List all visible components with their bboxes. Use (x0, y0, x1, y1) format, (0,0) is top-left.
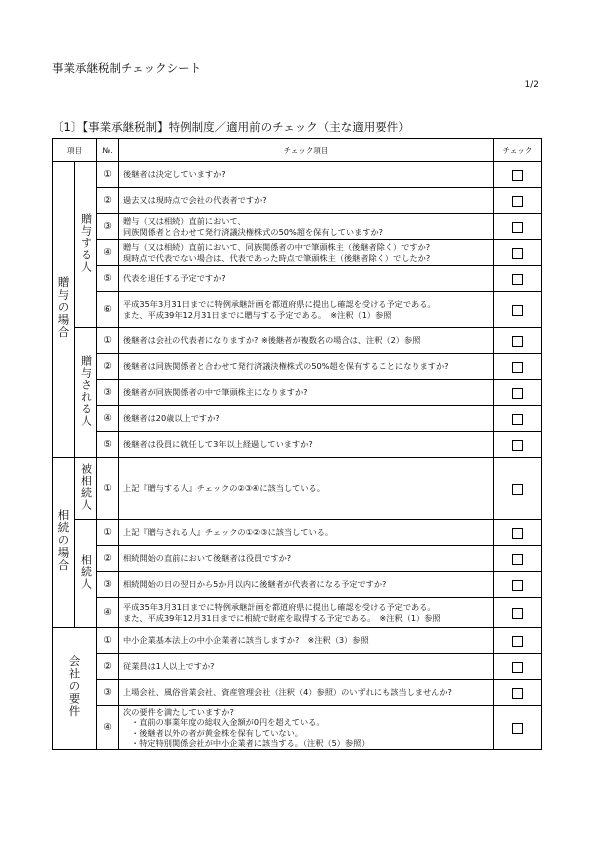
section-title: 〔1〕【事業承継税制】特例制度／適用前のチェック（主な適用要件） (52, 120, 410, 134)
check-item-line: 後継者は役員に就任して3年以上経過していますか? (123, 439, 313, 450)
header-item: 項目 (53, 139, 97, 162)
check-cell (494, 654, 542, 680)
check-item-text (119, 240, 494, 266)
checkbox[interactable] (512, 636, 523, 647)
check-item-line: 上場会社、風俗営業会社、資産管理会社（注釈（4）参照）のいずれにも該当しませんか? (123, 687, 452, 698)
row-number: ⑤ (97, 432, 119, 458)
check-item-line: 現時点で代表でない場合は、代表であった時点で筆頭株主（後継者除く）でしたか? (123, 252, 431, 263)
header-check: チェック (494, 139, 542, 162)
check-cell (494, 380, 542, 406)
table-row (53, 162, 542, 188)
row-number: ② (97, 354, 119, 380)
category-cell (53, 162, 75, 458)
check-item-text (119, 380, 494, 406)
row-number: ① (97, 328, 119, 354)
check-cell (494, 188, 542, 214)
table-row (53, 380, 542, 406)
row-number: ⑤ (97, 266, 119, 292)
table-header-row (53, 139, 542, 162)
table-row (53, 406, 542, 432)
checkbox[interactable] (512, 248, 523, 259)
row-number: ② (97, 188, 119, 214)
subcategory-cell (75, 162, 97, 328)
checkbox[interactable] (512, 362, 523, 373)
checkbox[interactable] (512, 170, 523, 181)
header-check-item: チェック項目 (119, 139, 494, 162)
row-number: ④ (97, 406, 119, 432)
table-row (53, 680, 542, 706)
check-item-text (119, 458, 494, 520)
check-item-text (119, 266, 494, 292)
checkbox[interactable] (512, 440, 523, 451)
check-item-line: 相続開始の直前において後継者は役員ですか? (123, 553, 292, 564)
table-row (53, 628, 542, 654)
checkbox[interactable] (512, 528, 523, 539)
check-cell (494, 706, 542, 750)
check-item-line: 後継者は20歳以上ですか? (123, 413, 220, 424)
check-cell (494, 214, 542, 240)
table-row (53, 458, 542, 520)
check-cell (494, 328, 542, 354)
row-number: ⑥ (97, 292, 119, 328)
checkbox[interactable] (512, 305, 523, 316)
checkbox[interactable] (512, 608, 523, 619)
table-row (53, 328, 542, 354)
check-item-text (119, 432, 494, 458)
check-item-line: 次の要件を満たしていますか? (123, 707, 234, 717)
checkbox[interactable] (512, 414, 523, 425)
table-row (53, 240, 542, 266)
table-row (53, 654, 542, 680)
check-item-line: 過去又は現時点で会社の代表者ですか? (123, 195, 267, 206)
checkbox[interactable] (512, 662, 523, 673)
row-number: ② (97, 546, 119, 572)
check-item-text (119, 188, 494, 214)
checkbox[interactable] (512, 336, 523, 347)
check-item-text (119, 628, 494, 654)
check-cell (494, 520, 542, 546)
check-item-line: 後継者は会社の代表者になりますか? ※後継者が複数名の場合は、注釈（2）参照 (123, 335, 421, 346)
subcategory-cell (75, 458, 97, 520)
check-cell (494, 598, 542, 628)
check-item-text (119, 292, 494, 328)
table-row (53, 546, 542, 572)
row-number: ③ (97, 380, 119, 406)
table-row (53, 432, 542, 458)
row-number: ④ (97, 598, 119, 628)
table-row (53, 598, 542, 628)
check-item-text (119, 162, 494, 188)
table-row (53, 292, 542, 328)
row-number: ③ (97, 680, 119, 706)
check-item-line: ・特定特別関係会社が中小企業者に該当する。（注釈（5）参照） (131, 737, 370, 748)
subcategory-cell (75, 520, 97, 628)
check-item-text (119, 680, 494, 706)
check-item-line: 後継者が同族関係者の中で筆頭株主になりますか? (123, 387, 308, 398)
check-item-text (119, 406, 494, 432)
header-no: №. (97, 139, 119, 162)
page-number: 1/2 (524, 80, 539, 90)
check-item-line: また、平成39年12月31日までに贈与する予定である。 ※注釈（1）参照 (123, 309, 392, 320)
check-cell (494, 354, 542, 380)
check-item-line: 相続開始の日の翌日から5か月以内に後継者が代表者になる予定ですか? (123, 579, 387, 590)
checkbox[interactable] (512, 723, 523, 734)
check-item-text (119, 572, 494, 598)
row-number: ② (97, 654, 119, 680)
table-row (53, 706, 542, 750)
check-item-line: 後継者は同族関係者と合わせて発行済議決権株式の50%超を保有することになりますか? (123, 361, 449, 372)
checkbox[interactable] (512, 274, 523, 285)
check-cell (494, 458, 542, 520)
checkbox[interactable] (512, 222, 523, 233)
checklist-table (52, 138, 542, 750)
table-row (53, 214, 542, 240)
check-item-line: 贈与（又は相続）直前において、 (123, 216, 246, 227)
table-row (53, 520, 542, 546)
row-number: ① (97, 458, 119, 520)
row-number: ① (97, 628, 119, 654)
check-item-line: 後継者は決定していますか? (123, 169, 226, 180)
subcategory-cell (75, 328, 97, 458)
check-item-line: 同族関係者と合わせて発行済議決権株式の50%超を保有していますか? (123, 226, 383, 237)
check-cell (494, 680, 542, 706)
table-row (53, 266, 542, 292)
check-item-line: ・後継者以外の者が黄金株を保有していない。 (131, 727, 303, 738)
checkbox[interactable] (512, 388, 523, 399)
check-item-line: 平成35年3月31日までに特例承継計画を都道府県に提出し確認を受ける予定である。 (123, 602, 436, 613)
row-number: ① (97, 520, 119, 546)
vertical-label: 贈与される人 (79, 354, 93, 427)
row-number: ① (97, 162, 119, 188)
vertical-label: 贈与の場合 (56, 276, 71, 339)
check-item-text (119, 706, 494, 750)
check-item-text (119, 354, 494, 380)
check-item-text (119, 654, 494, 680)
row-number: ③ (97, 572, 119, 598)
check-cell (494, 266, 542, 292)
check-item-line: 贈与（又は相続）直前において、同族関係者の中で筆頭株主（後継者除く）ですか? (123, 242, 431, 253)
category-cell (53, 458, 75, 628)
check-item-line: 平成35年3月31日までに特例承継計画を都道府県に提出し確認を受ける予定である。 (123, 299, 436, 310)
check-item-line: 中小企業基本法上の中小企業者に該当しますか? ※注釈（3）参照 (123, 635, 369, 646)
row-number: ④ (97, 240, 119, 266)
checkbox[interactable] (512, 554, 523, 565)
check-item-text (119, 546, 494, 572)
vertical-label: 相続人 (79, 553, 93, 590)
checkbox[interactable] (512, 580, 523, 591)
checkbox[interactable] (512, 196, 523, 207)
check-cell (494, 292, 542, 328)
check-item-line: 代表を退任する予定ですか? (123, 273, 226, 284)
check-cell (494, 546, 542, 572)
check-cell (494, 240, 542, 266)
document-title: 事業承継税制チェックシート (52, 61, 202, 75)
check-item-line: 上記『贈与される人』チェックの①②③に該当している。 (123, 527, 334, 538)
row-number: ④ (97, 706, 119, 750)
vertical-label: 会社の要件 (67, 655, 82, 718)
check-cell (494, 162, 542, 188)
table-row (53, 572, 542, 598)
check-cell (494, 432, 542, 458)
row-number: ③ (97, 214, 119, 240)
checkbox[interactable] (512, 484, 523, 495)
check-item-line: 従業員は1人以上ですか? (123, 661, 215, 672)
check-cell (494, 628, 542, 654)
check-item-text (119, 328, 494, 354)
check-cell (494, 406, 542, 432)
category-cell (53, 628, 97, 750)
check-item-text (119, 214, 494, 240)
check-item-line: また、平成39年12月31日までに相続で財産を取得する予定である。 ※注釈（1）参照 (123, 612, 441, 623)
check-item-text (119, 520, 494, 546)
check-item-line: 上記『贈与する人』チェックの②③④に該当している。 (123, 483, 325, 494)
table-row (53, 188, 542, 214)
check-item-text (119, 598, 494, 628)
checkbox[interactable] (512, 688, 523, 699)
vertical-label: 相続の場合 (56, 509, 71, 572)
vertical-label: 贈与する人 (79, 212, 93, 273)
table-row (53, 354, 542, 380)
check-cell (494, 572, 542, 598)
vertical-label: 被相続人 (79, 462, 93, 511)
check-item-line: ・直前の事業年度の総収入金額が0円を超えている。 (131, 717, 325, 728)
